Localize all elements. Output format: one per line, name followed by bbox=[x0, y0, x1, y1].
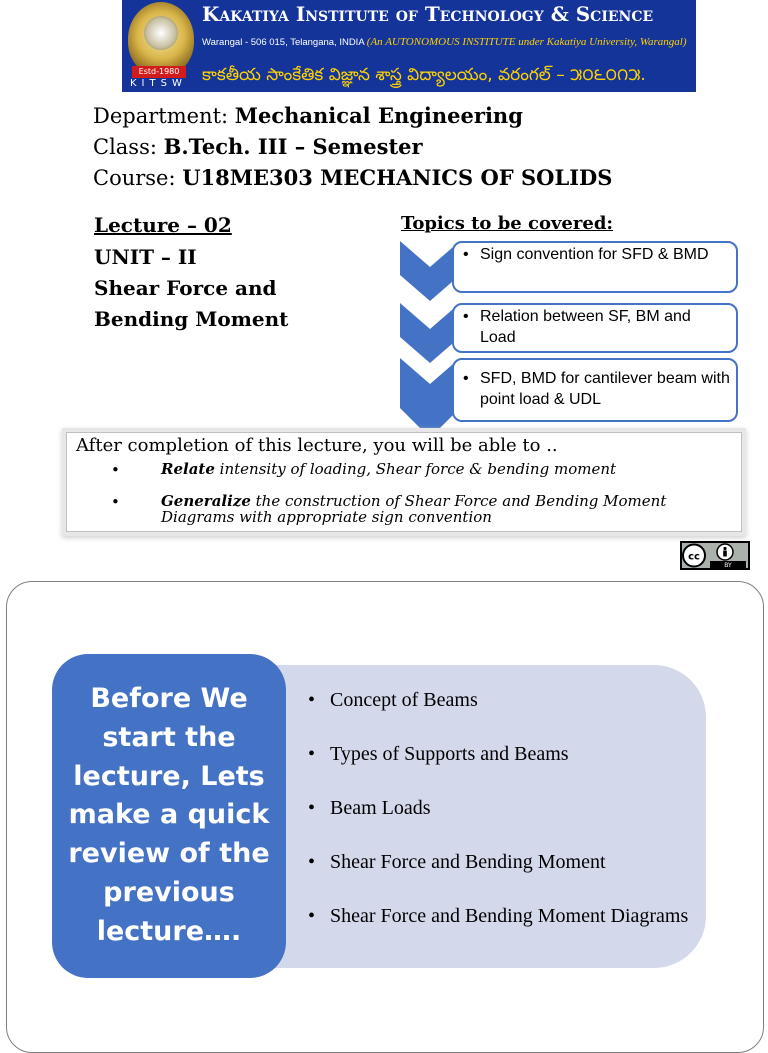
outcome-text: the construction of Shear Force and Bending Moment Diagrams with appropriate sign convention bbox=[161, 492, 667, 526]
list-item bbox=[308, 900, 698, 932]
department-value: Mechanical Engineering bbox=[234, 103, 523, 128]
logo-emblem bbox=[144, 16, 178, 50]
bullet: • bbox=[308, 851, 316, 873]
by-text: BY bbox=[724, 562, 732, 569]
institute-banner bbox=[122, 0, 696, 92]
lecture-topic-line-1: Shear Force and bbox=[94, 276, 277, 300]
topic-item bbox=[452, 303, 738, 353]
outcomes-intro: After completion of this lecture, you will be able to .. bbox=[76, 435, 558, 456]
class-line bbox=[93, 134, 423, 160]
institute-address: Warangal - 506 015, Telangana, INDIA bbox=[202, 37, 365, 48]
topics-heading: Topics to be covered: bbox=[401, 213, 614, 234]
review-item-text: Types of Supports and Beams bbox=[330, 743, 569, 765]
class-value: B.Tech. III – Semester bbox=[163, 134, 423, 159]
bullet: • bbox=[308, 743, 316, 765]
list-item bbox=[308, 792, 698, 824]
outcome-item bbox=[161, 461, 721, 477]
bullet: • bbox=[308, 797, 316, 819]
review-topics-list bbox=[308, 684, 698, 932]
logo-abbreviation: KITSW bbox=[130, 78, 187, 89]
institute-address-line bbox=[202, 36, 687, 48]
topic-text: Relation between SF, BM and Load bbox=[480, 308, 691, 346]
institute-logo bbox=[128, 2, 194, 76]
review-item-text: Concept of Beams bbox=[330, 689, 478, 711]
list-item bbox=[308, 684, 698, 716]
outcome-item bbox=[161, 493, 721, 525]
course-value: U18ME303 MECHANICS OF SOLIDS bbox=[182, 165, 613, 190]
bullet: • bbox=[308, 905, 316, 927]
bullet: • bbox=[463, 246, 469, 263]
bullet: • bbox=[111, 493, 120, 511]
topic-text: SFD, BMD for cantilever beam with point load & UDL bbox=[480, 370, 730, 408]
chevron-down-icon bbox=[400, 241, 460, 301]
lecture-topic-line-2: Bending Moment bbox=[94, 307, 289, 331]
topic-item bbox=[452, 358, 738, 422]
chevron-down-icon bbox=[400, 303, 460, 363]
review-item-text: Shear Force and Bending Moment bbox=[330, 851, 606, 873]
course-line bbox=[93, 165, 612, 191]
review-item-text: Beam Loads bbox=[330, 797, 431, 819]
bullet: • bbox=[111, 461, 120, 479]
cc-text: cc bbox=[688, 551, 700, 563]
list-item bbox=[308, 738, 698, 770]
cc-by-license-icon bbox=[680, 541, 750, 570]
institute-name: Kakatiya Institute of Technology & Science bbox=[202, 2, 654, 26]
unit-title: UNIT – II bbox=[94, 245, 197, 269]
department-label: Department: bbox=[93, 104, 235, 128]
review-callout: Before We start the lecture, Lets make a quick review of the previous lecture…. bbox=[52, 654, 286, 978]
chevron-down-icon bbox=[400, 358, 460, 438]
lecture-number: Lecture – 02 bbox=[94, 213, 232, 237]
bullet: • bbox=[463, 370, 469, 387]
review-item-text: Shear Force and Bending Moment Diagrams bbox=[330, 905, 689, 927]
list-item bbox=[308, 846, 698, 878]
department-line bbox=[93, 103, 523, 129]
autonomous-note: (An AUTONOMOUS INSTITUTE under Kakatiya University, Warangal) bbox=[366, 36, 687, 48]
logo-established: Estd-1980 bbox=[132, 66, 186, 78]
learning-outcomes-box bbox=[66, 432, 742, 532]
outcome-text: intensity of loading, Shear force & bending moment bbox=[214, 460, 617, 478]
class-label: Class: bbox=[93, 135, 164, 159]
course-label: Course: bbox=[93, 166, 183, 190]
topic-item bbox=[452, 241, 738, 293]
topic-text: Sign convention for SFD & BMD bbox=[480, 246, 709, 263]
outcome-verb: Relate bbox=[161, 460, 215, 478]
institute-name-telugu: కాకతీయ సాంకేతిక విజ్ఞాన శాస్త్ర విద్యాలయం, వరంగల్ – ౫౦౬౦౧౫. bbox=[202, 65, 646, 85]
bullet: • bbox=[308, 689, 316, 711]
outcome-verb: Generalize bbox=[161, 492, 251, 510]
bullet: • bbox=[463, 308, 469, 325]
